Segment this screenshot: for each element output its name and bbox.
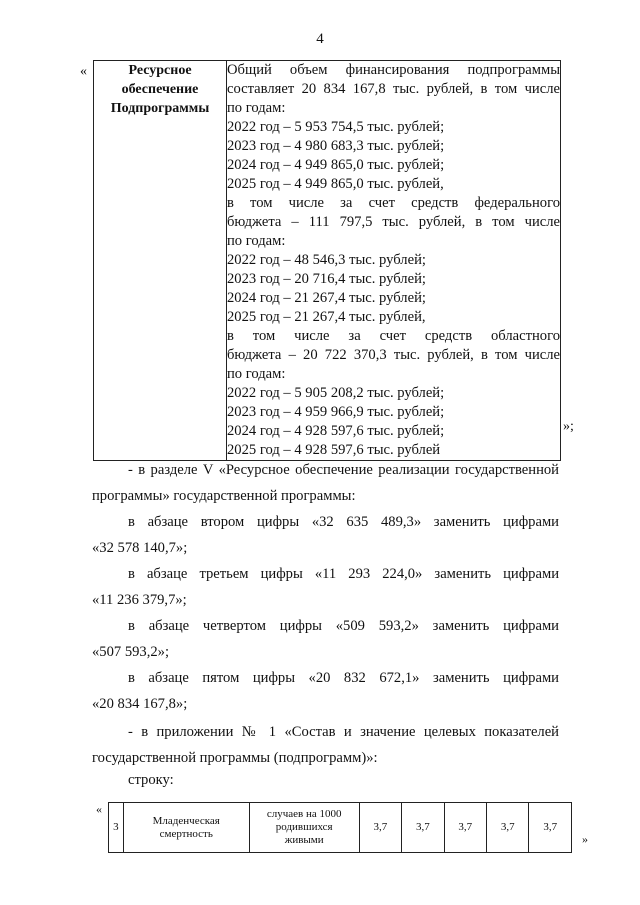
resource-line: 2022 год – 5 953 754,5 тыс. рублей; [227,119,445,135]
value-cell: 3,7 [402,803,444,853]
amendment-paragraph [92,458,559,508]
resource-label-line: обеспечение [121,82,199,97]
resource-line: по годам: [227,366,286,382]
paragraph-second-line: государственной программы (подпрограмм)»: [92,750,378,766]
paragraph-second-line: «11 236 379,7»; [92,592,187,608]
resource-provision-table [93,60,561,461]
paragraph-second-line: «507 593,2»; [92,644,170,660]
indicator-name-line: смертность [159,827,213,840]
resource-line: 2023 год – 20 716,4 тыс. рублей; [227,271,426,287]
unit-cell [249,803,359,853]
indicator-name-cell [123,803,249,853]
resource-line: 2025 год – 4 949 865,0 тыс. рублей, [227,176,444,192]
resource-body-cell [227,61,561,461]
resource-line: в том числе за счет средств областного [227,328,560,344]
table-row [109,803,572,853]
amendment-paragraph [92,666,559,716]
paragraph-second-line: программы» государственной программы: [92,488,356,504]
resource-line: бюджета – 20 722 370,3 тыс. рублей, в том числе [227,347,560,363]
paragraph-second-line: «20 834 167,8»; [92,696,188,712]
resource-line: по годам: [227,233,286,249]
paragraph-second-line: «32 578 140,7»; [92,540,188,556]
resource-line: 2022 год – 5 905 208,2 тыс. рублей; [227,385,445,401]
paragraph-first-line: - в приложении № 1 «Состав и значение целевых показателей [128,724,559,740]
value-cell: 3,7 [359,803,401,853]
amendment-paragraph [92,510,559,560]
paragraph-first-line: в абзаце третьем цифры «11 293 224,0» заменить цифрами [128,566,559,582]
amendment-paragraph [92,562,559,612]
paragraph-first-line: в абзаце втором цифры «32 635 489,3» заменить цифрами [128,514,559,530]
resource-line: составляет 20 834 167,8 тыс. рублей, в том числе [227,81,560,97]
resource-line: 2023 год – 4 980 683,3 тыс. рублей; [227,138,445,154]
row-closing-quote: » [582,832,588,846]
resource-line: 2024 год – 4 949 865,0 тыс. рублей; [227,157,445,173]
resource-line: 2023 год – 4 959 966,9 тыс. рублей; [227,404,445,420]
row-number-cell: 3 [109,803,124,853]
closing-quote: »; [563,419,574,434]
opening-quote: « [80,64,87,79]
unit-line: случаев на 1000 [266,808,342,820]
row-opening-quote: « [96,802,102,816]
indicator-row-table [108,802,572,853]
resource-line: 2025 год – 4 928 597,6 тыс. рублей [227,442,441,458]
paragraph-first-line: в абзаце пятом цифры «20 832 672,1» заменить цифрами [128,670,559,686]
resource-line: Общий объем финансирования подпрограммы [227,62,560,78]
resource-line: 2024 год – 4 928 597,6 тыс. рублей; [227,423,445,439]
value-cell: 3,7 [529,803,572,853]
amendment-paragraph [92,720,559,770]
unit-line: живыми [284,834,324,846]
resource-line: бюджета – 111 797,5 тыс. рублей, в том числе [227,214,560,230]
resource-line: в том числе за счет средств федерального [227,195,560,211]
value-cell: 3,7 [487,803,529,853]
paragraph-first-line: - в разделе V «Ресурсное обеспечение реализации государственной [128,462,559,478]
resource-line: 2025 год – 21 267,4 тыс. рублей, [227,309,426,325]
resource-label-cell [94,61,227,461]
page-number: 4 [316,31,324,47]
resource-line: по годам: [227,100,286,116]
resource-label-line: Ресурсное [128,63,192,78]
amendment-paragraph [92,614,559,664]
unit-line: родившихся [275,821,333,833]
resource-label-line: Подпрограммы [110,101,210,116]
resource-line: 2024 год – 21 267,4 тыс. рублей; [227,290,426,306]
indicator-name-line: Младенческая [152,814,220,827]
resource-line: 2022 год – 48 546,3 тыс. рублей; [227,252,426,268]
paragraph-first-line: в абзаце четвертом цифры «509 593,2» заменить цифрами [128,618,559,634]
value-cell: 3,7 [444,803,486,853]
stroku-text: строку: [128,772,174,788]
